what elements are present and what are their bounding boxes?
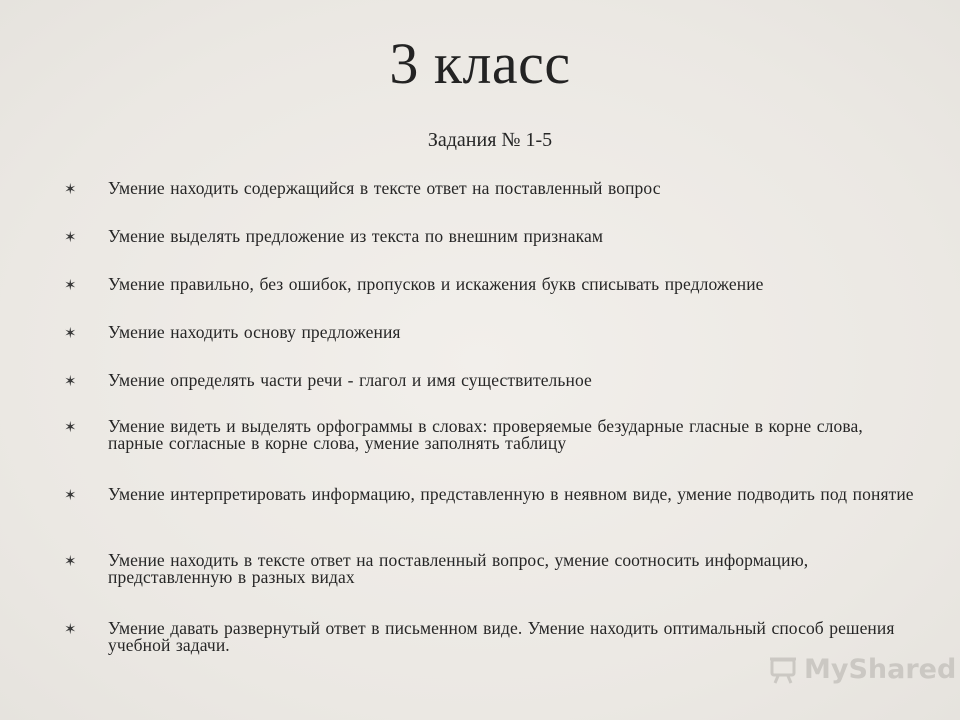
slide-subtitle: Задания № 1-5 bbox=[427, 129, 553, 151]
star-icon: ✶ bbox=[64, 324, 77, 342]
list-item bbox=[64, 552, 914, 586]
projector-screen-icon bbox=[768, 655, 798, 685]
list-item-text: Умение давать развернутый ответ в письменном виде. Умение находить оптимальный способ решения учебной задачи. bbox=[108, 618, 895, 655]
list-item bbox=[64, 180, 914, 198]
list-item bbox=[64, 486, 914, 504]
star-icon: ✶ bbox=[64, 418, 77, 436]
list-item bbox=[64, 418, 914, 452]
list-item bbox=[64, 228, 914, 246]
slide-title: 3 класс bbox=[389, 31, 571, 96]
star-icon: ✶ bbox=[64, 180, 77, 198]
star-icon: ✶ bbox=[64, 372, 77, 390]
star-icon: ✶ bbox=[64, 620, 77, 638]
list-item-text: Умение выделять предложение из текста по внешним признакам bbox=[108, 226, 603, 246]
star-icon: ✶ bbox=[64, 228, 77, 246]
list-item bbox=[64, 324, 914, 342]
list-item-text: Умение видеть и выделять орфограммы в словах: проверяемые безударные гласные в корне слова, парные согласные в корне слова, умение заполнять таблицу bbox=[108, 416, 863, 453]
list-item-text: Умение находить содержащийся в тексте ответ на поставленный вопрос bbox=[108, 178, 661, 198]
list-item-text: Умение находить основу предложения bbox=[108, 322, 401, 342]
list-item-text: Умение определять части речи - глагол и имя существительное bbox=[108, 370, 592, 390]
list-item bbox=[64, 620, 914, 654]
list-item bbox=[64, 276, 914, 294]
star-icon: ✶ bbox=[64, 552, 77, 570]
list-item-text: Умение находить в тексте ответ на поставленный вопрос, умение соотносить информацию, представленную в разных видах bbox=[108, 550, 809, 587]
list-item bbox=[64, 372, 914, 390]
list-item-text: Умение интерпретировать информацию, представленную в неявном виде, умение подводить под понятие bbox=[108, 484, 914, 504]
star-icon: ✶ bbox=[64, 486, 77, 504]
list-item-text: Умение правильно, без ошибок, пропусков и искажения букв списывать предложение bbox=[108, 274, 764, 294]
watermark-text: MyShared bbox=[804, 654, 957, 685]
star-icon: ✶ bbox=[64, 276, 77, 294]
watermark-logo bbox=[768, 654, 956, 685]
